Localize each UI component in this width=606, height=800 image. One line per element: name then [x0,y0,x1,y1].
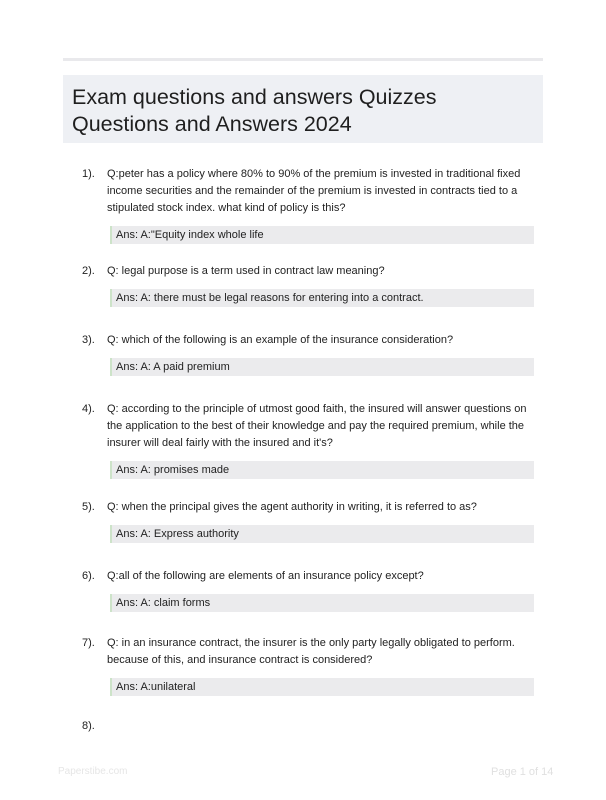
question-text: Q: when the principal gives the agent authority in writing, it is referred to as? [107,501,477,513]
question-number: 2). [82,265,95,277]
question-text: Q:all of the following are elements of an insurance policy except? [107,570,424,582]
question-item-5 [82,499,536,543]
question-text: Q: which of the following is an example of the insurance consideration? [107,334,454,346]
page-number: Page 1 of 14 [491,766,554,778]
document-title: Exam questions and answers Quizzes Questions and Answers 2024 [72,85,437,136]
question-number: 7). [82,637,95,649]
question-item-2 [82,263,536,307]
question-item-4 [82,401,536,479]
question-text: Q: according to the principle of utmost good faith, the insured will answer questions on the application to the best of their knowledge and pay the required premium, while the insurer will deal fairly with the insured and it's? [107,403,527,449]
question-number: 3). [82,334,95,346]
answer-box: Ans: A:unilateral [110,678,534,696]
question-text: Q: in an insurance contract, the insurer is the only party legally obligated to perform. because of this, and insurance contract is considered? [107,637,515,666]
answer-box: Ans: A: promises made [110,461,534,479]
question-text: Q: legal purpose is a term used in contract law meaning? [107,265,385,277]
title-banner [63,75,543,143]
answer-box: Ans: A: Express authority [110,525,534,543]
footer-watermark: Paperstibe.com [58,766,128,777]
question-number: 1). [82,168,95,180]
question-item-6 [82,568,536,612]
question-item-7 [82,635,536,696]
answer-box: Ans: A: there must be legal reasons for entering into a contract. [110,289,534,307]
answer-box: Ans: A: A paid premium [110,358,534,376]
question-item-1 [82,166,536,244]
top-divider [63,58,543,61]
question-number: 8). [82,720,95,732]
answer-box: Ans: A:"Equity index whole life [110,226,534,244]
question-number: 4). [82,403,95,415]
question-text: Q:peter has a policy where 80% to 90% of the premium is invested in traditional fixed income securities and the remainder of the premium is invested in contracts tied to a stipulated stock index. what kind of policy is this? [107,168,521,214]
question-item-3 [82,332,536,376]
question-number: 6). [82,570,95,582]
question-number: 5). [82,501,95,513]
answer-box: Ans: A: claim forms [110,594,534,612]
